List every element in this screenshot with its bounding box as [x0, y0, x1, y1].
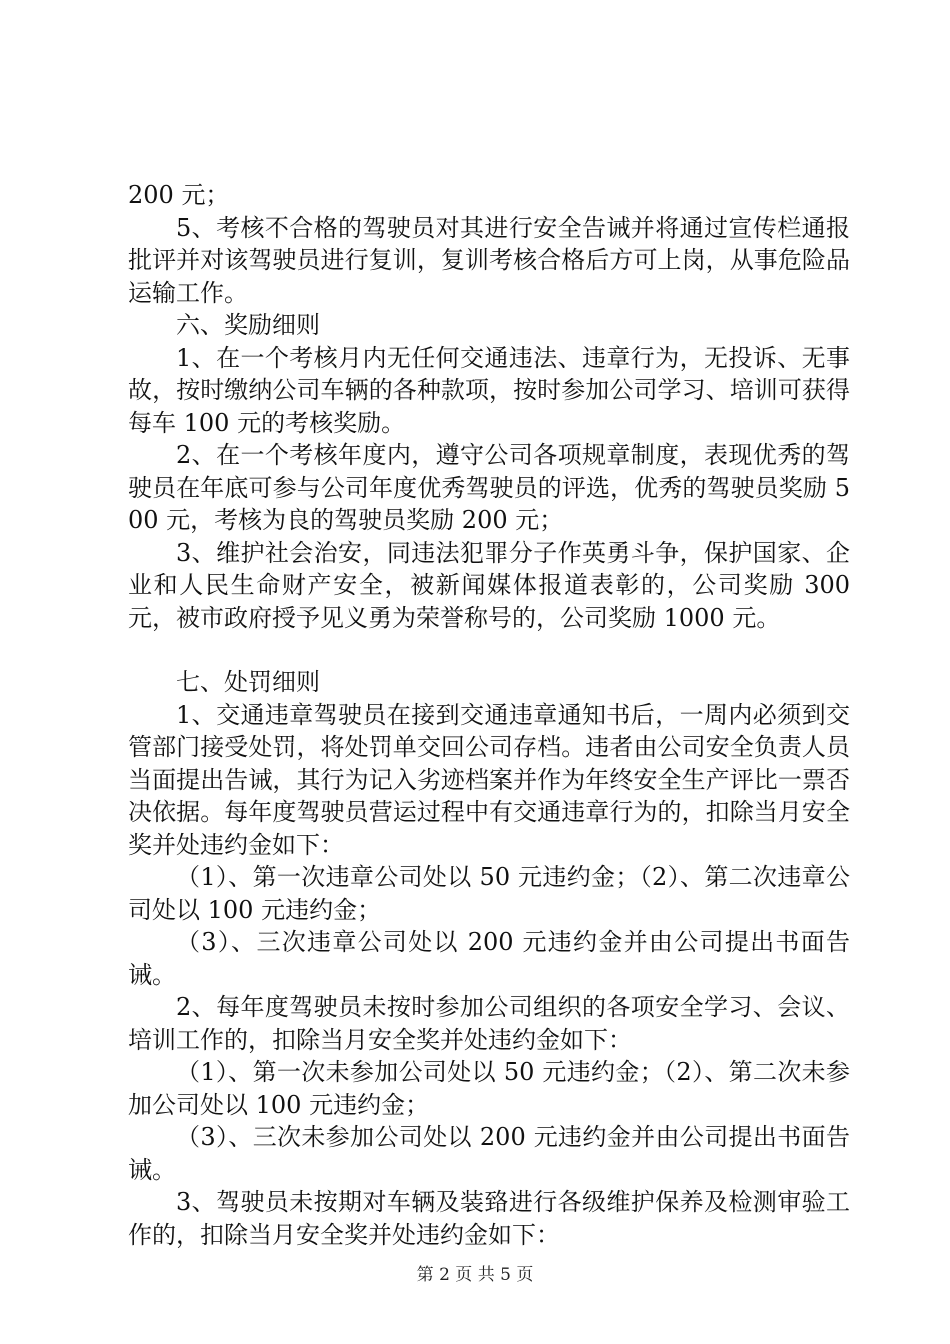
- penalty-item-3: 3、驾驶员未按期对车辆及装臵进行各级维护保养及检测审验工作的，扣除当月安全奖并处违约金如下：: [128, 1188, 850, 1249]
- paragraph-item-5: 5、考核不合格的驾驶员对其进行安全告诫并将通过宣传栏通报批评并对该驾驶员进行复训，复训考核合格后方可上岗，从事危险品运输工作。: [128, 213, 850, 307]
- penalty-item-2-sub-3: （3）、三次未参加公司处以 200 元违约金并由公司提出书面告诫。: [128, 1123, 850, 1184]
- section-heading-penalties: 七、处罚细则: [176, 668, 320, 696]
- paragraph-continuation: 200 元；: [128, 181, 230, 209]
- reward-item-3: 3、维护社会治安，同违法犯罪分子作英勇斗争，保护国家、企业和人民生命财产安全，被新闻媒体报道表彰的，公司奖励 300 元，被市政府授予见义勇为荣誉称号的，公司奖励 1000 元。: [128, 538, 850, 632]
- penalty-item-2: 2、每年度驾驶员未按时参加公司组织的各项安全学习、会议、培训工作的，扣除当月安全奖并处违约金如下：: [128, 993, 850, 1054]
- document-body: [128, 179, 850, 1251]
- penalty-item-1: 1、交通违章驾驶员在接到交通违章通知书后，一周内必须到交管部门接受处罚，将处罚单交回公司存档。违者由公司安全负责人员当面提出告诫，其行为记入劣迹档案并作为年终安全生产评比一票否决依据。每年度驾驶员营运过程中有交通违章行为的，扣除当月安全奖并处违约金如下：: [128, 700, 850, 859]
- reward-item-2: 2、在一个考核年度内，遵守公司各项规章制度，表现优秀的驾驶员在年底可参与公司年度优秀驾驶员的评选，优秀的驾驶员奖励 500 元，考核为良的驾驶员奖励 200 元；: [128, 441, 850, 534]
- penalty-item-2-sub-1: （1）、第一次未参加公司处以 50 元违约金；（2）、第二次未参加公司处以 100 元违约金；: [128, 1058, 850, 1119]
- penalty-item-1-sub-1: （1）、第一次违章公司处以 50 元违约金；（2）、第二次违章公司处以 100 元违约金；: [128, 863, 850, 924]
- reward-item-1: 1、在一个考核月内无任何交通违法、违章行为，无投诉、无事故，按时缴纳公司车辆的各种款项，按时参加公司学习、培训可获得每车 100 元的考核奖励。: [128, 343, 850, 437]
- section-heading-rewards: 六、奖励细则: [176, 311, 320, 339]
- penalty-item-1-sub-3: （3）、三次违章公司处以 200 元违约金并由公司提出书面告诫。: [128, 928, 850, 989]
- page-number-footer: 第 2 页 共 5 页: [416, 1265, 534, 1285]
